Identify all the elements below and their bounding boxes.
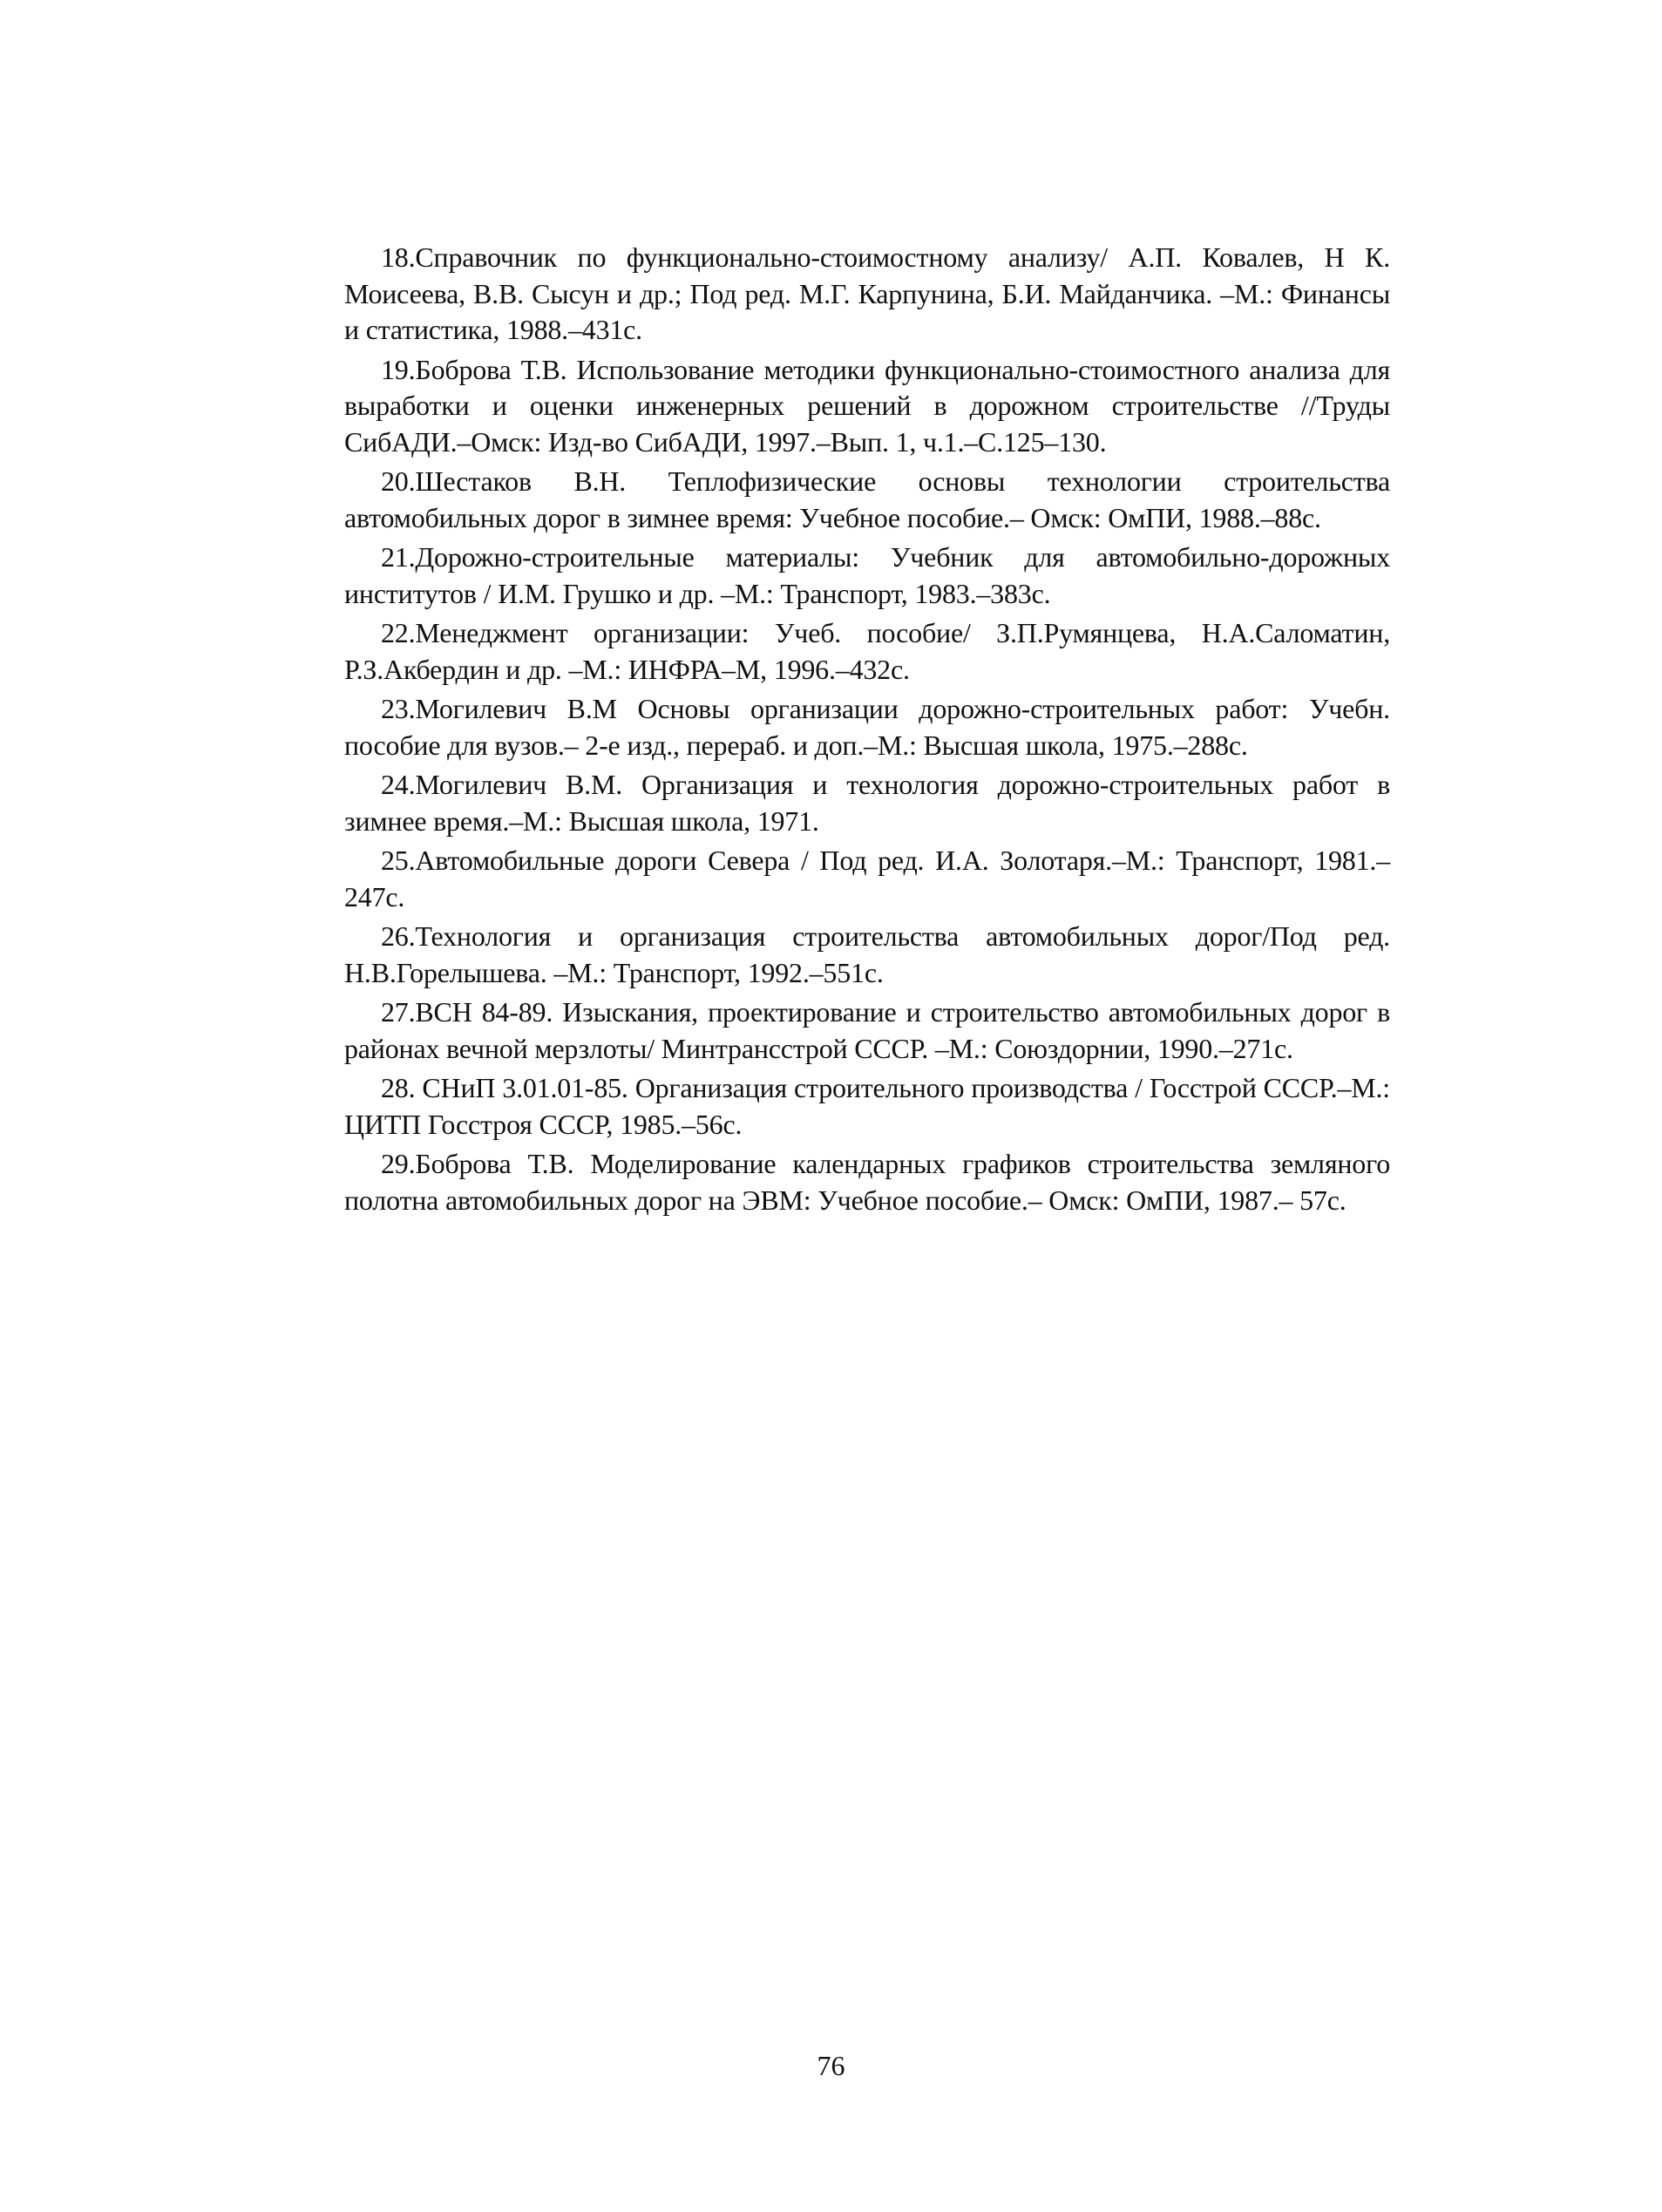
reference-item: 27.ВСН 84-89. Изыскания, проектирование и строительство автомобильных дорог в районах вечной мерзлоты/ Минтрансстрой СССР. –М.: Союздорнии, 1990.–271с.: [344, 996, 1390, 1064]
reference-item: 22.Менеджмент организации: Учеб. пособие/ З.П.Румянцева, Н.А.Саломатин, Р.З.Акбердин и др. –М.: ИНФРА–М, 1996.–432с.: [344, 617, 1390, 685]
reference-list: [344, 240, 1390, 1222]
reference-item: 24.Могилевич В.М. Организация и технология дорожно-строительных работ в зимнее время.–М.: Высшая школа, 1971.: [344, 769, 1390, 837]
reference-item: 28. СНиП 3.01.01-85. Организация строительного производства / Госстрой СССР.–М.: ЦИТП Госстроя СССР, 1985.–56с.: [344, 1072, 1390, 1140]
reference-item: 20.Шестаков В.Н. Теплофизические основы технологии строительства автомобильных дорог в зимнее время: Учебное пособие.– Омск: ОмПИ, 1988.–88с.: [344, 465, 1390, 533]
reference-item: 25.Автомобильные дороги Севера / Под ред. И.А. Золотаря.–М.: Транспорт, 1981.–247с.: [344, 845, 1390, 913]
reference-item: 18.Справочник по функционально-стоимостному анализу/ А.П. Ковалев, Н К. Моисеева, В.В. Сысун и др.; Под ред. М.Г. Карпунина, Б.И. Майданчика. –М.: Финансы и статистика, 1988.–431с.: [344, 241, 1390, 345]
reference-item: 23.Могилевич В.М Основы организации дорожно-строительных работ: Учебн. пособие для вузов.– 2-е изд., перераб. и доп.–М.: Высшая школа, 1975.–288с.: [344, 693, 1390, 761]
reference-item: 29.Боброва Т.В. Моделирование календарных графиков строительства земляного полотна автомобильных дорог на ЭВМ: Учебное пособие.– Омск: ОмПИ, 1987.– 57с.: [344, 1148, 1390, 1216]
page-number: 76: [817, 2050, 845, 2081]
reference-item: 26.Технология и организация строительства автомобильных дорог/Под ред. Н.В.Горелышева. –М.: Транспорт, 1992.–551с.: [344, 920, 1390, 988]
reference-item: 19.Боброва Т.В. Использование методики функционально-стоимостного анализа для выработки и оценки инженерных решений в дорожном строительстве //Труды СибАДИ.–Омск: Изд-во СибАДИ, 1997.–Вып. 1, ч.1.–С.125–130.: [344, 353, 1390, 458]
reference-item: 21.Дорожно-строительные материалы: Учебник для автомобильно-дорожных институтов / И.М. Грушко и др. –М.: Транспорт, 1983.–383с.: [344, 541, 1390, 609]
